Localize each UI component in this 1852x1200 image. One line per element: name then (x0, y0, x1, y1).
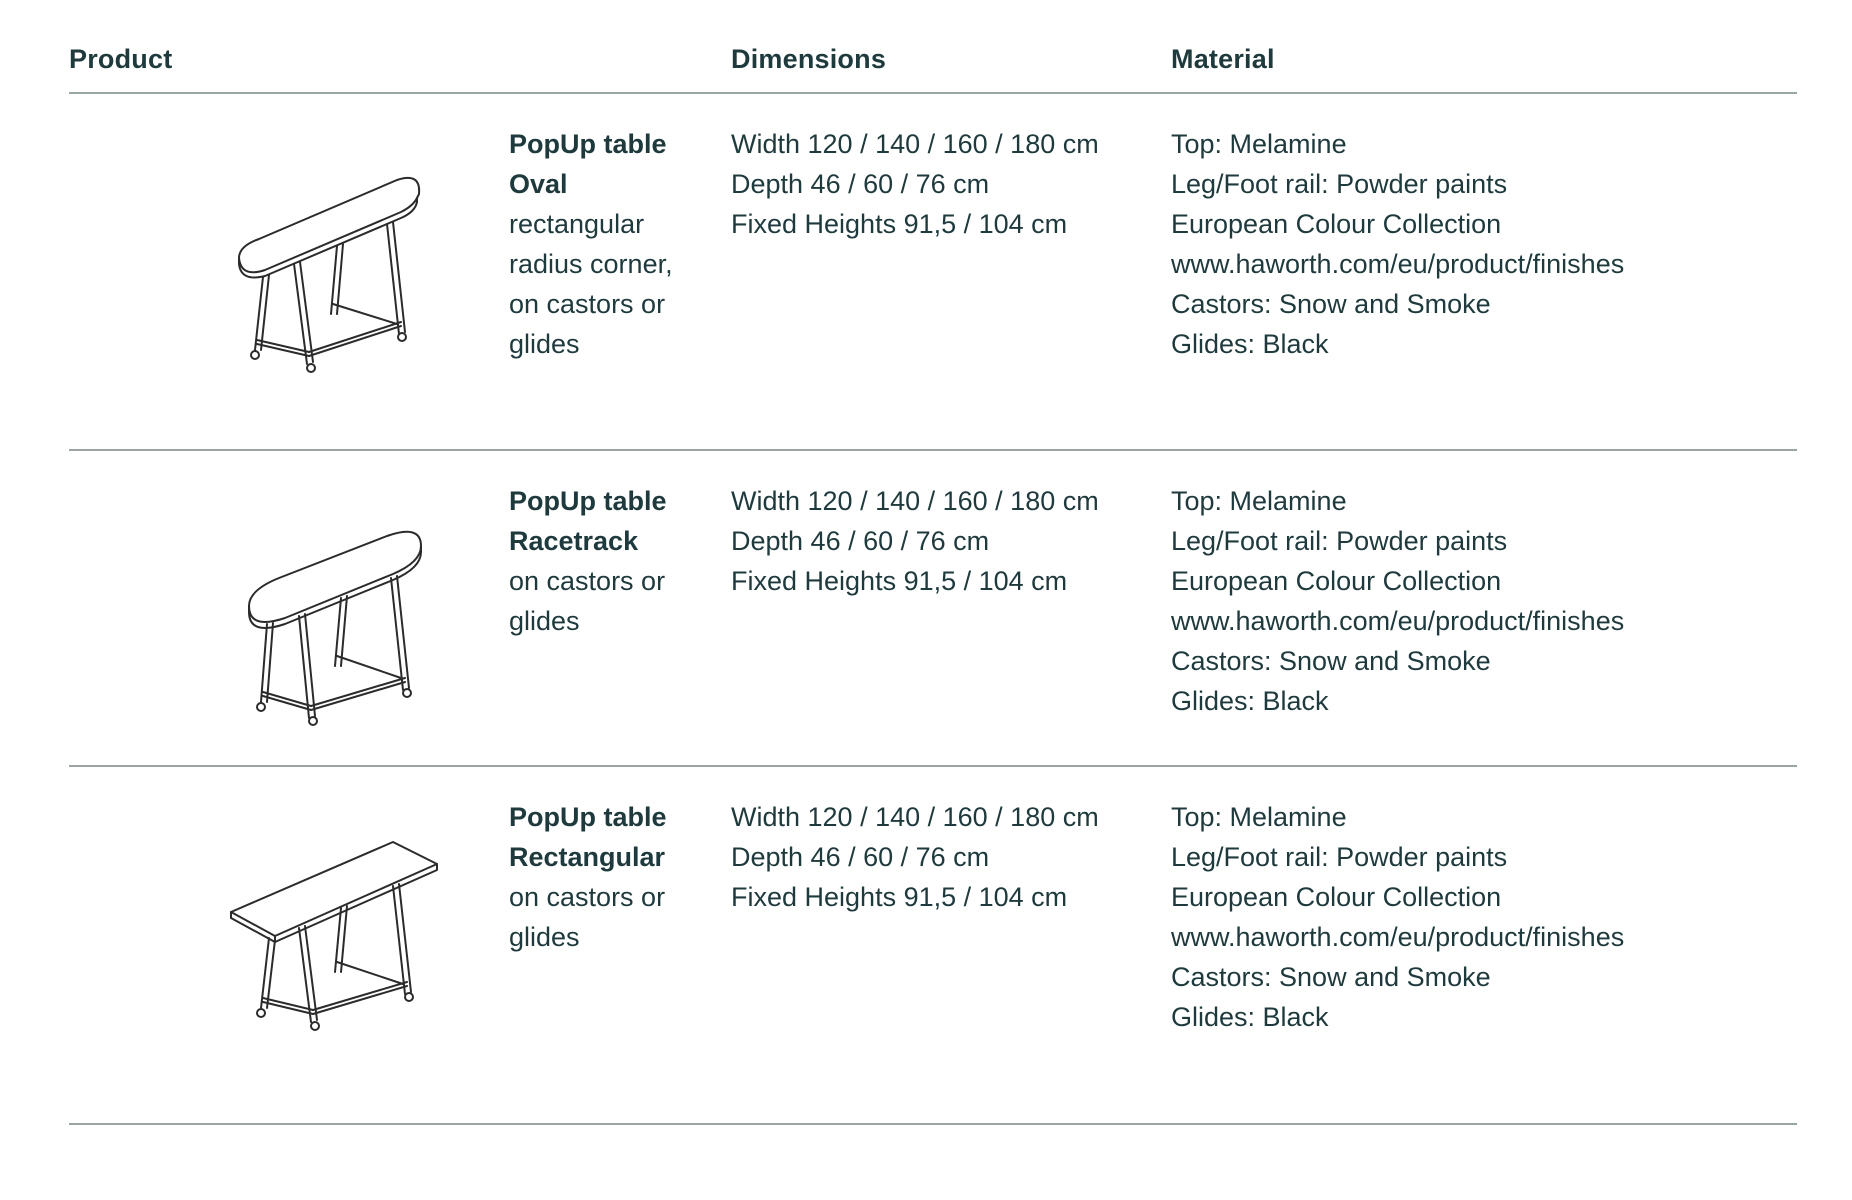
product-name-line: PopUp table (509, 129, 667, 159)
material-line: European Colour Collection (1171, 566, 1502, 596)
product-desc-line: on castors or (509, 289, 666, 319)
material-line: Castors: Snow and Smoke (1171, 289, 1491, 319)
dimensions-cell (731, 797, 1151, 917)
table-header (69, 44, 1797, 94)
material-line: Castors: Snow and Smoke (1171, 646, 1491, 676)
product-name-line: Racetrack (509, 526, 639, 556)
table-row (69, 94, 1797, 451)
racetrack-table-illustration (149, 506, 449, 726)
material-line: Top: Melamine (1171, 486, 1347, 516)
product-desc-line: rectangular (509, 209, 645, 239)
material-line: Glides: Black (1171, 329, 1329, 359)
material-cell (1171, 124, 1791, 364)
dimension-line: Fixed Heights 91,5 / 104 cm (731, 882, 1068, 912)
product-desc-line: on castors or (509, 566, 666, 596)
rectangular-table-illustration (149, 812, 449, 1032)
product-name-cell (509, 797, 709, 957)
material-line: Top: Melamine (1171, 802, 1347, 832)
material-line: Glides: Black (1171, 686, 1329, 716)
oval-table-illustration (149, 154, 449, 374)
product-name-line: Oval (509, 169, 568, 199)
material-line: Leg/Foot rail: Powder paints (1171, 526, 1508, 556)
material-line: Top: Melamine (1171, 129, 1347, 159)
dimension-line: Fixed Heights 91,5 / 104 cm (731, 209, 1068, 239)
dimension-line: Depth 46 / 60 / 76 cm (731, 842, 990, 872)
material-line: European Colour Collection (1171, 209, 1502, 239)
table-row (69, 451, 1797, 767)
product-name-line: PopUp table (509, 802, 667, 832)
product-name-cell (509, 124, 709, 364)
material-line: Glides: Black (1171, 1002, 1329, 1032)
dimension-line: Width 120 / 140 / 160 / 180 cm (731, 129, 1099, 159)
product-desc-line: glides (509, 606, 580, 636)
product-desc-line: glides (509, 329, 580, 359)
material-cell (1171, 797, 1791, 1037)
material-link[interactable]: www.haworth.com/eu/product/finishes (1171, 606, 1625, 636)
product-desc-line: on castors or (509, 882, 666, 912)
material-line: Leg/Foot rail: Powder paints (1171, 842, 1508, 872)
material-line: European Colour Collection (1171, 882, 1502, 912)
product-name-cell (509, 481, 709, 641)
material-link[interactable]: www.haworth.com/eu/product/finishes (1171, 922, 1625, 952)
column-header-dimensions: Dimensions (731, 44, 887, 74)
dimension-line: Fixed Heights 91,5 / 104 cm (731, 566, 1068, 596)
dimension-line: Depth 46 / 60 / 76 cm (731, 526, 990, 556)
dimension-line: Width 120 / 140 / 160 / 180 cm (731, 802, 1099, 832)
product-name-line: PopUp table (509, 486, 667, 516)
table-row (69, 767, 1797, 1125)
dimensions-cell (731, 124, 1151, 244)
product-desc-line: glides (509, 922, 580, 952)
material-line: Leg/Foot rail: Powder paints (1171, 169, 1508, 199)
material-cell (1171, 481, 1791, 721)
dimension-line: Width 120 / 140 / 160 / 180 cm (731, 486, 1099, 516)
dimension-line: Depth 46 / 60 / 76 cm (731, 169, 990, 199)
column-header-material: Material (1171, 44, 1275, 74)
product-name-line: Rectangular (509, 842, 666, 872)
product-desc-line: radius corner, (509, 249, 673, 279)
dimensions-cell (731, 481, 1151, 601)
column-header-product: Product (69, 44, 173, 74)
material-link[interactable]: www.haworth.com/eu/product/finishes (1171, 249, 1625, 279)
material-line: Castors: Snow and Smoke (1171, 962, 1491, 992)
